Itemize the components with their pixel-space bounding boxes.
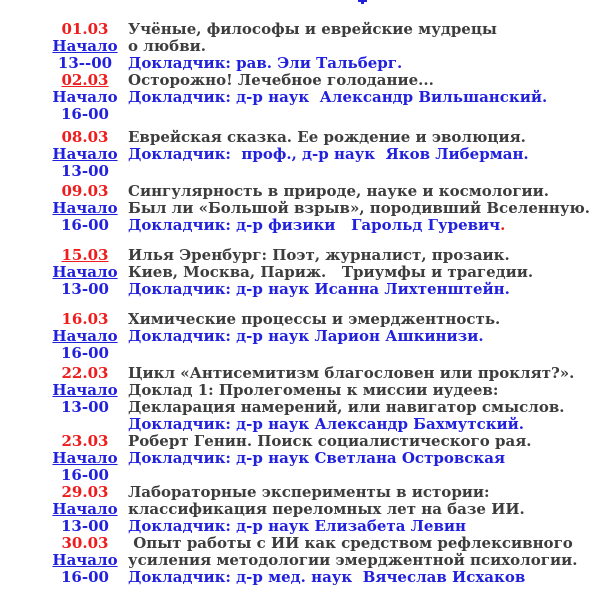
start-time: 16-00 bbox=[61, 568, 109, 586]
event-row bbox=[50, 72, 600, 89]
event-block bbox=[50, 535, 600, 586]
event-row bbox=[50, 433, 600, 450]
speaker-line: Докладчик: рав. Эли Тальберг. bbox=[128, 54, 403, 72]
event-row bbox=[50, 106, 600, 123]
event-date: 08.03 bbox=[61, 128, 109, 146]
event-block bbox=[50, 183, 600, 234]
speaker-line: Докладчик: д-р наук Ларион Ашкинизи. bbox=[128, 327, 484, 345]
event-row bbox=[50, 163, 600, 180]
event-block bbox=[50, 433, 600, 484]
event-date: 02.03 bbox=[61, 71, 109, 89]
start-time: 16-00 bbox=[61, 466, 109, 484]
event-date: 30.03 bbox=[61, 534, 109, 552]
event-row bbox=[50, 55, 600, 72]
start-label: Начало bbox=[52, 449, 118, 467]
event-row bbox=[50, 399, 600, 416]
event-row bbox=[50, 501, 600, 518]
event-row bbox=[50, 569, 600, 586]
event-row bbox=[50, 484, 600, 501]
start-label: Начало bbox=[52, 263, 118, 281]
title-line: усиления методологии эмерджентной психологии. bbox=[128, 551, 578, 569]
event-block bbox=[50, 129, 600, 180]
speaker-line: Докладчик: д-р наук Александр Вильшанский. bbox=[128, 88, 548, 106]
event-block bbox=[50, 21, 600, 72]
event-row bbox=[50, 183, 600, 200]
start-label: Начало bbox=[52, 88, 118, 106]
start-time: 16-00 bbox=[61, 105, 109, 123]
start-time: 16-00 bbox=[61, 216, 109, 234]
event-row bbox=[50, 129, 600, 146]
start-label: Начало bbox=[52, 551, 118, 569]
event-row bbox=[50, 89, 600, 106]
speaker-line: Докладчик: д-р физики Гарольд Гуревич bbox=[128, 216, 501, 234]
start-time: 13--00 bbox=[57, 54, 113, 72]
event-block bbox=[50, 311, 600, 362]
event-row bbox=[50, 467, 600, 484]
speaker-line: Докладчик: проф., д-р наук Яков Либерман. bbox=[128, 145, 529, 163]
event-block bbox=[50, 365, 600, 433]
speaker-line: Докладчик: д-р наук Светлана Островская bbox=[128, 449, 506, 467]
start-time: 16-00 bbox=[61, 344, 109, 362]
event-row bbox=[50, 247, 600, 264]
start-label: Начало bbox=[52, 500, 118, 518]
event-row bbox=[50, 382, 600, 399]
event-date: 29.03 bbox=[61, 483, 109, 501]
event-row bbox=[50, 416, 600, 433]
title-line: Сингулярность в природе, науке и космологии. bbox=[128, 182, 550, 200]
event-row bbox=[50, 21, 600, 38]
event-row bbox=[50, 345, 600, 362]
cropped-title-fragment bbox=[358, 0, 367, 4]
event-row bbox=[50, 518, 600, 535]
cropped-letter-stem bbox=[361, 2, 364, 4]
event-row bbox=[50, 311, 600, 328]
event-date: 01.03 bbox=[61, 20, 109, 38]
start-time: 13-00 bbox=[61, 517, 109, 535]
start-time: 13-00 bbox=[61, 280, 109, 298]
title-line: Лабораторные эксперименты в истории: bbox=[128, 483, 490, 501]
event-date: 15.03 bbox=[61, 246, 109, 264]
start-label: Начало bbox=[52, 145, 118, 163]
event-date: 16.03 bbox=[61, 310, 109, 328]
event-block bbox=[50, 484, 600, 535]
title-line: Был ли «Большой взрыв», породивший Вселенную. bbox=[128, 199, 591, 217]
start-time: 13-00 bbox=[61, 398, 109, 416]
event-date: 23.03 bbox=[61, 432, 109, 450]
start-label: Начало bbox=[52, 199, 118, 217]
start-label: Начало bbox=[52, 37, 118, 55]
title-line: Илья Эренбург: Поэт, журналист, прозаик. bbox=[128, 246, 510, 264]
event-date: 09.03 bbox=[61, 182, 109, 200]
speaker-line: Докладчик: д-р мед. наук Вячеслав Исхаков bbox=[128, 568, 526, 586]
title-line: Еврейская сказка. Ее рождение и эволюция. bbox=[128, 128, 526, 146]
event-row bbox=[50, 38, 600, 55]
title-line: Опыт работы с ИИ как средством рефлексивного bbox=[128, 534, 573, 552]
event-date: 22.03 bbox=[61, 364, 109, 382]
event-row bbox=[50, 450, 600, 467]
event-row bbox=[50, 264, 600, 281]
title-line: Осторожно! Лечебное голодание... bbox=[128, 71, 434, 89]
event-row bbox=[50, 552, 600, 569]
event-block bbox=[50, 72, 600, 123]
red-period: . bbox=[500, 216, 506, 234]
speaker-line: Докладчик: д-р наук Елизабета Левин bbox=[128, 517, 466, 535]
title-line: Декларация намерений, или навигатор смыслов. bbox=[128, 398, 565, 416]
title-line: Киев, Москва, Париж. Триумфы и трагедии. bbox=[128, 263, 534, 281]
title-line: Химические процессы и эмерджентность. bbox=[128, 310, 501, 328]
event-row bbox=[50, 535, 600, 552]
title-line: Цикл «Антисемитизм благословен или проклят?». bbox=[128, 364, 575, 382]
speaker-line: Докладчик: д-р наук Александр Бахмутский. bbox=[128, 415, 525, 433]
event-row bbox=[50, 200, 600, 217]
title-line: о любви. bbox=[128, 37, 206, 55]
event-row bbox=[50, 365, 600, 382]
start-label: Начало bbox=[52, 327, 118, 345]
start-label: Начало bbox=[52, 381, 118, 399]
event-row bbox=[50, 328, 600, 345]
title-line: классификация переломных лет на базе ИИ. bbox=[128, 500, 525, 518]
event-row bbox=[50, 217, 600, 234]
title-line: Учёные, философы и еврейские мудрецы bbox=[128, 20, 497, 38]
speaker-line: Докладчик: д-р наук Исанна Лихтенштейн. bbox=[128, 280, 510, 298]
event-row bbox=[50, 281, 600, 298]
title-line: Роберт Генин. Поиск социалистического рая. bbox=[128, 432, 532, 450]
event-row bbox=[50, 146, 600, 163]
title-line: Доклад 1: Пролегомены к миссии иудеев: bbox=[128, 381, 499, 399]
event-block bbox=[50, 247, 600, 298]
start-time: 13-00 bbox=[61, 162, 109, 180]
